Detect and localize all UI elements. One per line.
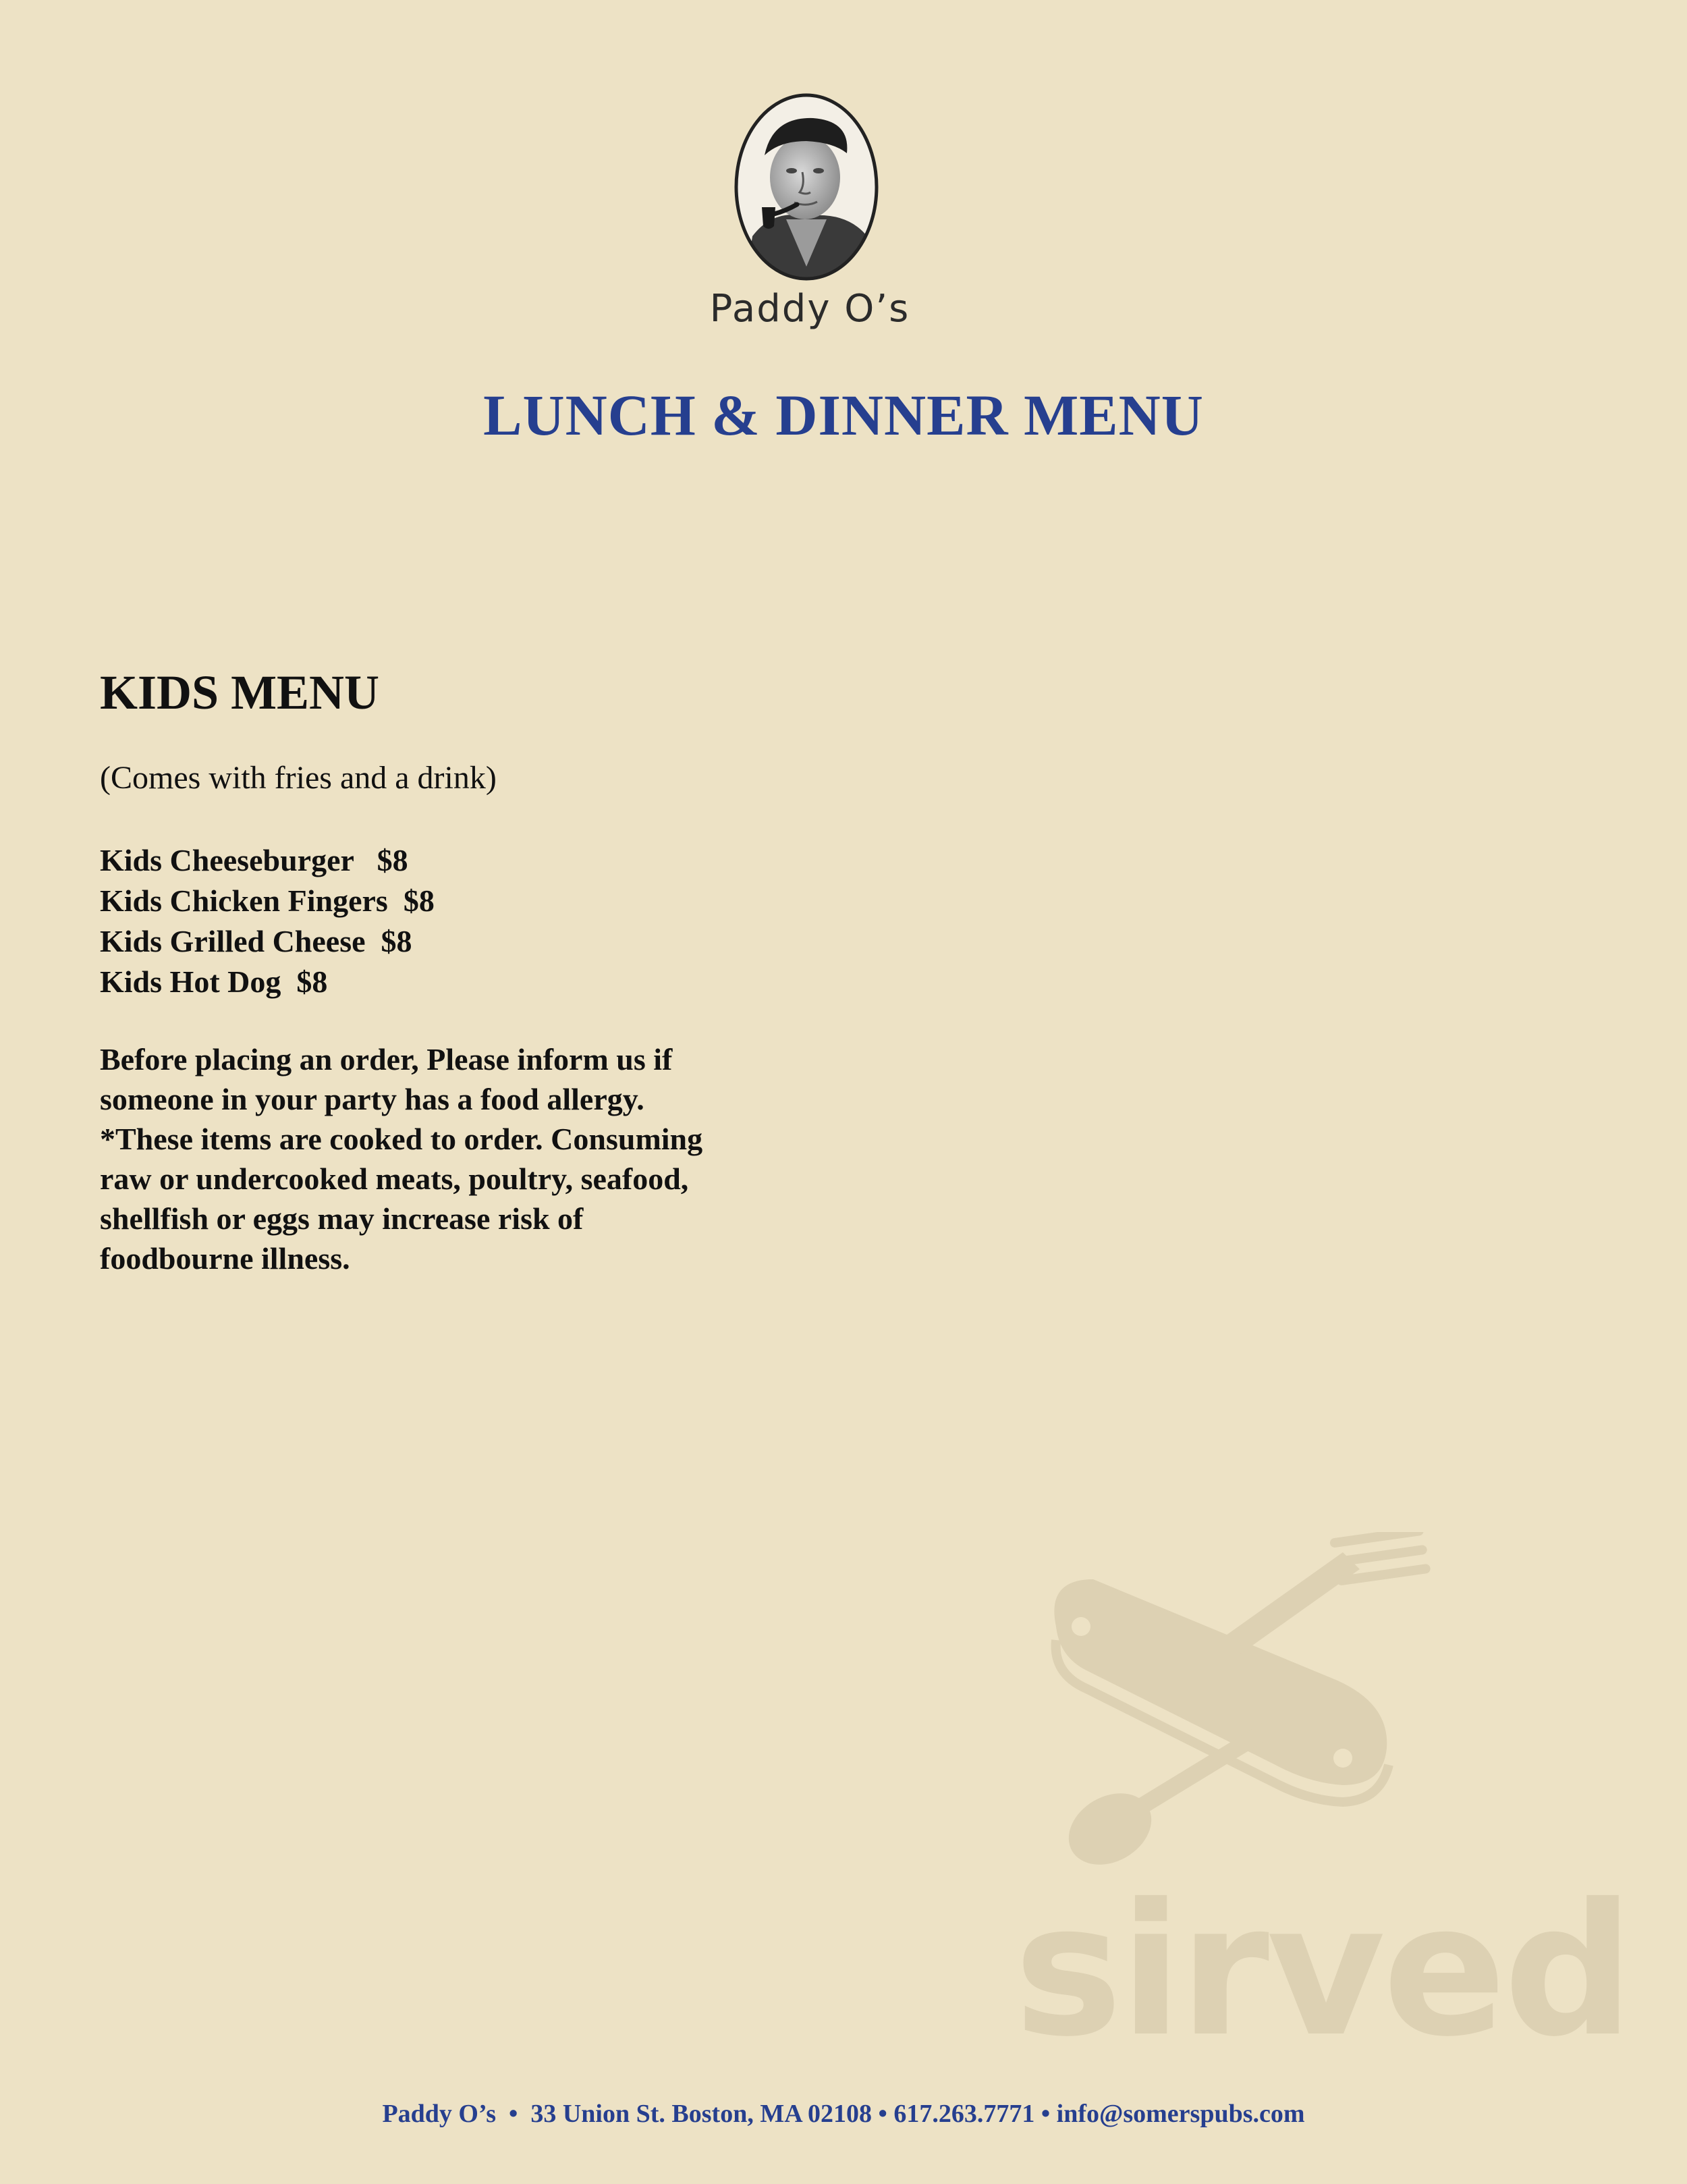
sirved-watermark xyxy=(992,1532,1653,2077)
disclaimer-line: foodbourne illness. xyxy=(100,1241,350,1276)
pipe-smoking-man-portrait-icon xyxy=(732,91,881,283)
menu-item-price: $8 xyxy=(403,883,435,918)
footer-address: 33 Union St. Boston, MA 02108 xyxy=(530,2100,873,2128)
footer-separator: • xyxy=(496,2100,531,2128)
disclaimer-line: shellfish or eggs may increase risk of xyxy=(100,1201,584,1236)
page-title: LUNCH & DINNER MENU xyxy=(483,383,1204,447)
logo-brand-name: Paddy O’s xyxy=(709,287,910,331)
sirved-watermark-text: sirved xyxy=(1014,1864,1632,2077)
menu-items-list xyxy=(100,840,435,1002)
allergy-disclaimer xyxy=(100,1039,842,1278)
footer-separator: • xyxy=(872,2100,894,2128)
menu-item xyxy=(100,881,435,921)
logo xyxy=(695,84,924,341)
footer-phone: 617.263.7771 xyxy=(893,2100,1035,2128)
footer-email: info@somerspubs.com xyxy=(1056,2100,1305,2128)
menu-item-price: $8 xyxy=(377,843,408,877)
menu-item-name: Kids Chicken Fingers xyxy=(100,883,388,918)
disclaimer-line: someone in your party has a food allergy. xyxy=(100,1082,644,1116)
menu-item-name: Kids Cheeseburger xyxy=(100,843,354,877)
menu-item xyxy=(100,921,435,962)
menu-item-name: Kids Grilled Cheese xyxy=(100,924,366,958)
section-note: (Comes with fries and a drink) xyxy=(100,760,497,796)
menu-item-price: $8 xyxy=(381,924,412,958)
menu-item-name: Kids Hot Dog xyxy=(100,964,281,999)
menu-item-price: $8 xyxy=(296,964,328,999)
disclaimer-line: raw or undercooked meats, poultry, seafood, xyxy=(100,1162,689,1196)
fork-spoon-knife-icon xyxy=(992,1532,1653,1883)
disclaimer-line: *These items are cooked to order. Consuming xyxy=(100,1122,703,1156)
menu-item xyxy=(100,962,435,1002)
footer-separator: • xyxy=(1034,2100,1057,2128)
footer-name: Paddy O’s xyxy=(382,2100,497,2128)
section-title: KIDS MENU xyxy=(100,665,380,719)
footer-contact xyxy=(0,2099,1687,2129)
disclaimer-line: Before placing an order, Please inform us if xyxy=(100,1042,673,1076)
menu-item xyxy=(100,840,435,881)
